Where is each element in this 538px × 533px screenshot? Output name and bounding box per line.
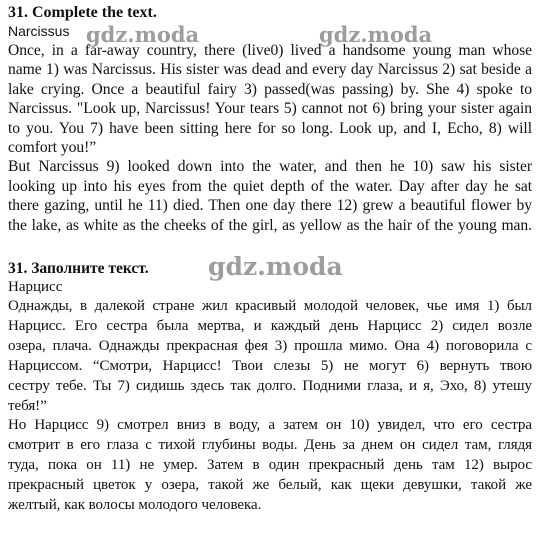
text-line: the lake, as white as the cheeks of the girl, as yellow as the hair of the young man.	[8, 216, 532, 234]
text-line: прекрасный цветок у озера, такой же белый, как щеки девушки, такой же	[8, 477, 532, 494]
russian-exercise	[8, 259, 532, 516]
text-line: озера, плача. Однажды прекрасная фея 3) прошла мимо. Она 4) поговорила с	[8, 337, 532, 354]
watermark: gdz.moda	[208, 252, 343, 281]
english-exercise	[8, 3, 532, 235]
story-title-ru: Нарцисс	[8, 279, 63, 295]
text-line: туда, пока он 11) не умер. Затем в один прекрасный день там 12) вырос	[8, 457, 532, 474]
text-line: желтый, как волосы молодого человека.	[8, 497, 262, 514]
text-line: lake crying. Once a beautiful fairy 3) passed(was passing) by. She 4) spoke to	[8, 80, 532, 98]
text-line: сестру тебе. Ты 7) сидишь здесь так долго. Подними глаза, и я, Эхо, 8) утешу	[8, 377, 532, 394]
watermark: gdz.moda	[319, 22, 433, 47]
text-line: But Narcissus 9) looked down into the water, and then he 10) saw his sister	[8, 158, 532, 176]
text-line: looking up into his eyes from the quiet depth of the water. Day after day he sat	[8, 177, 532, 195]
text-line: to you. You 7) have been sitting here for so long. Look up, and I, Echo, 8) will	[8, 119, 532, 137]
text-line: name 1) was Narcissus. His sister was dead and every day Narcissus 2) sat beside a	[8, 61, 532, 79]
text-line: смотрит в его глаза с тихой глубины воды. День за днем он сидел там, глядя	[8, 437, 532, 454]
text-line: тебя!”	[8, 397, 47, 414]
exercise-heading-ru: 31. Заполните текст.	[8, 260, 149, 277]
text-line: comfort you!”	[8, 139, 97, 157]
text-line: there gazing, until he 11) died. Then one day there 12) grew a beautiful flower by	[8, 197, 532, 215]
text-line: Нарциссом. “Смотри, Нарцисс! Твои слезы 5) не могут 6) вернуть твою	[8, 357, 532, 374]
text-line: Нарцисс. Его сестра была мертва, и каждый день Нарцисс 2) сидел возле	[8, 317, 532, 334]
text-line: Но Нарцисс 9) смотрел вниз в воду, а затем он 10) увидел, что его сестра	[8, 417, 532, 434]
text-line: Once, in a far-away country, there (live0) lived a handsome young man whose	[8, 42, 532, 59]
story-title-en: Narcissus	[8, 23, 70, 39]
watermark: gdz.moda	[86, 22, 200, 47]
exercise-heading-en: 31. Complete the text.	[8, 4, 157, 21]
text-line: Однажды, в далекой стране жил красивый молодой человек, чье имя 1) был	[8, 298, 532, 314]
text-line: Narcissus. "Look up, Narcissus! Your tears 5) cannot not 6) bring your sister again	[8, 100, 532, 118]
